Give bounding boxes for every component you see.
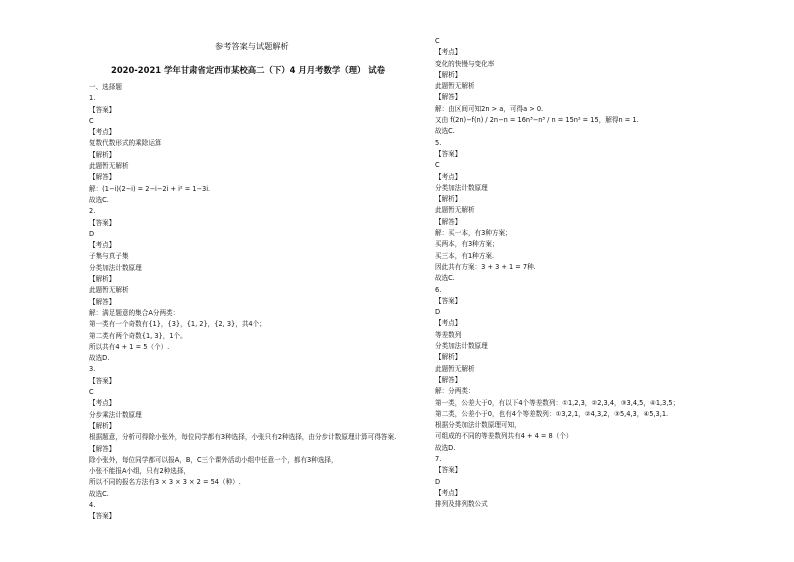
text-line: 复数代数形式的乘除运算 xyxy=(89,139,162,148)
text-line: 此题暂无解析 xyxy=(435,364,475,373)
text-line: 所以不同的报名方法有3 × 3 × 3 × 2 = 54（种）. xyxy=(89,478,241,487)
text-line: 所以共有4 + 1 = 5（个）. xyxy=(89,342,170,351)
text-line: 一、选择题 xyxy=(89,83,122,91)
text-line: 解：分两类： xyxy=(435,387,475,396)
text-line: 【解析】 xyxy=(435,70,462,79)
text-line: 此题暂无解析 xyxy=(89,162,129,171)
text-line: 【考点】 xyxy=(89,399,116,408)
text-line: 6. xyxy=(435,285,442,294)
text-line: 此题暂无解析 xyxy=(435,206,475,215)
text-line: 第一类，公差大于0，有以下4个等差数列：①1,2,3，②2,3,4，③3,4,5，④1,3,5； xyxy=(435,398,680,407)
text-line: 【答案】 xyxy=(435,296,462,305)
text-line: D xyxy=(435,477,441,486)
text-line: 【解答】 xyxy=(89,444,116,453)
text-line: 4. xyxy=(89,500,96,509)
text-line: 解：满足题意的集合A分两类： xyxy=(89,308,180,317)
text-line: 故选C. xyxy=(435,274,455,283)
text-line: 【答案】 xyxy=(435,149,462,158)
text-line: 【答案】 xyxy=(89,376,116,385)
text-line: 3. xyxy=(89,365,96,374)
right-column xyxy=(435,36,775,510)
text-line: D xyxy=(89,229,95,238)
text-line: 等差数列 xyxy=(435,330,462,339)
text-line: 【解析】 xyxy=(89,275,116,284)
text-line: 解：由区间可知2n > a，可得a > 0. xyxy=(435,104,544,113)
text-line: 【解析】 xyxy=(435,353,462,362)
text-line: 此题暂无解析 xyxy=(89,286,129,295)
text-line: 故选C. xyxy=(435,127,455,136)
text-line: 根据题意，分析可得除小张外，每位同学都有3种选择，小张只有2种选择，由分步计数原理计算可得答案. xyxy=(89,433,397,442)
text-line: 【答案】 xyxy=(89,512,116,521)
document-title: 参考答案与试题解析 xyxy=(215,41,289,51)
text-line: 第一类有一个奇数有{1}，{3}，{1, 2}，{2, 3}，共4个； xyxy=(89,320,266,329)
text-line: 故选C. xyxy=(89,195,109,204)
text-line: 【解答】 xyxy=(89,173,116,182)
text-line: D xyxy=(435,308,441,317)
text-line: 买两本，有3种方案； xyxy=(435,240,499,249)
text-line: 分类加法计数原理 xyxy=(435,342,488,351)
text-line: 排列及排列数公式 xyxy=(435,500,488,509)
text-line: 1. xyxy=(89,94,96,103)
text-line: 【答案】 xyxy=(89,105,116,114)
text-line: 【考点】 xyxy=(89,128,116,137)
text-line: 【解答】 xyxy=(89,297,116,306)
text-line: 子集与真子集 xyxy=(89,252,129,261)
text-line: 【考点】 xyxy=(435,488,462,497)
text-line: 买三本，有1种方案. xyxy=(435,251,495,260)
text-line: 根据分类加法计数原理可知， xyxy=(435,421,521,430)
text-line: 除小张外，每位同学都可以报A，B，C三个课外活动小组中任意一个，都有3种选择， xyxy=(89,455,338,464)
text-line: 【解答】 xyxy=(435,217,462,226)
document-subtitle: 2020-2021 学年甘肃省定西市某校高二（下）4 月月考数学（理） 试卷 xyxy=(111,65,386,75)
text-line: 变化的快慢与变化率 xyxy=(435,59,495,68)
text-line: 【解答】 xyxy=(435,93,462,102)
text-line: C xyxy=(435,37,440,45)
text-line: 又由 f(2n)−f(n) / 2n−n = 16n³−n³ / n = 15n² = 15，解得n = 1. xyxy=(435,116,639,125)
text-line: 【解析】 xyxy=(435,195,462,204)
text-line: C xyxy=(89,116,94,125)
text-line: 小张不能报A小组，只有2种选择， xyxy=(89,467,191,476)
text-line: 故选D. xyxy=(89,354,110,363)
text-line: 故选C. xyxy=(89,489,109,498)
text-line: 分类加法计数原理 xyxy=(435,183,488,192)
text-line: 【解答】 xyxy=(435,375,462,384)
text-line: 2. xyxy=(89,207,96,216)
text-line: 解：买一本，有3种方案； xyxy=(435,229,512,238)
text-line: 【答案】 xyxy=(435,466,462,475)
text-line: 5. xyxy=(435,138,442,147)
text-line: 分类加法计数原理 xyxy=(89,263,142,272)
text-line: 【考点】 xyxy=(435,319,462,328)
text-line: 可组成的不同的等差数列共有4 + 4 = 8（个） xyxy=(435,432,573,441)
text-line: 第二类，公差小于0，也有4个等差数列：①3,2,1，②4,3,2，③5,4,3，④5,3,1. xyxy=(435,409,669,418)
text-line: 第二类有两个奇数{1, 3}，1个。 xyxy=(89,331,187,340)
text-line: 【考点】 xyxy=(89,241,116,250)
text-line: 解：(1−i)(2−i) = 2−i−2i + i² = 1−3i. xyxy=(89,184,211,193)
text-line: 【解析】 xyxy=(89,421,116,430)
text-line: 7. xyxy=(435,454,442,463)
text-line: C xyxy=(89,388,94,397)
text-line: 因此共有方案：3 + 3 + 1 = 7种. xyxy=(435,262,536,271)
text-line: C xyxy=(435,161,440,170)
left-column xyxy=(89,82,421,523)
text-line: 故选D. xyxy=(435,443,456,452)
text-line: 【考点】 xyxy=(435,48,462,57)
text-line: 此题暂无解析 xyxy=(435,82,475,91)
text-line: 分步乘法计数原理 xyxy=(89,410,142,419)
text-line: 【答案】 xyxy=(89,218,116,227)
text-line: 【解析】 xyxy=(89,150,116,159)
text-line: 【考点】 xyxy=(435,172,462,181)
